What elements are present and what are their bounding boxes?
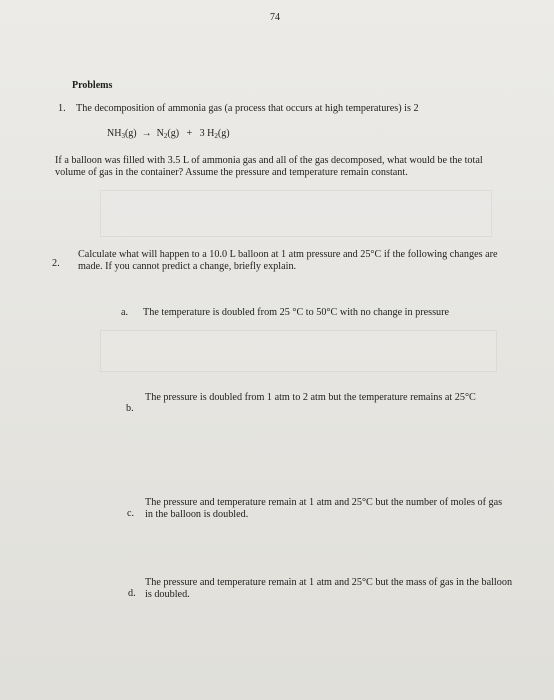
page-number: 74 bbox=[270, 12, 280, 23]
problem-1-intro: The decomposition of ammonia gas (a process that occurs at high temperatures) is 2 bbox=[76, 103, 419, 114]
part-c-text: The pressure and temperature remain at 1 atm and 25°C but the number of moles of gas in the balloon is doubled. bbox=[145, 497, 503, 520]
eq-product1-state: (g) bbox=[167, 128, 180, 139]
section-heading: Problems bbox=[72, 80, 113, 91]
eq-product1-sub: 2 bbox=[163, 132, 168, 140]
part-d-text: The pressure and temperature remain at 1 atm and 25°C but the mass of gas in the balloon is doubled. bbox=[145, 577, 513, 600]
eq-product1: N bbox=[156, 128, 164, 139]
part-b-text: The pressure is doubled from 1 atm to 2 atm but the temperature remains at 25°C bbox=[145, 392, 476, 403]
eq-reactant-state: (g) bbox=[124, 128, 137, 139]
eq-coefficient: 3 bbox=[199, 128, 205, 139]
problem-1-number: 1. bbox=[58, 103, 66, 114]
chemical-equation bbox=[107, 128, 230, 140]
problem-1-question: If a balloon was filled with 3.5 L of ammonia gas and all of the gas decomposed, what would be the total volume of gas in the container? Assume the pressure and temperature remain constant. bbox=[55, 155, 483, 178]
eq-plus: + bbox=[186, 128, 193, 139]
problem-2-intro: Calculate what will happen to a 10.0 L balloon at 1 atm pressure and 25°C if the following changes are made. If you cannot predict a change, briefly explain. bbox=[78, 249, 498, 272]
faint-box bbox=[100, 330, 497, 372]
part-b-label: b. bbox=[126, 403, 134, 414]
eq-product2-sub: 2 bbox=[214, 132, 218, 140]
eq-reactant: NH bbox=[107, 128, 122, 139]
eq-reactant-sub: 3 bbox=[121, 132, 125, 140]
eq-arrow: → bbox=[141, 128, 152, 139]
problem-2-number: 2. bbox=[52, 258, 60, 269]
part-a-label: a. bbox=[121, 307, 129, 318]
eq-product2-state: (g) bbox=[217, 128, 230, 139]
part-d-label: d. bbox=[128, 588, 136, 599]
part-a-text: The temperature is doubled from 25 °C to 50°C with no change in pressure bbox=[143, 307, 450, 318]
faint-box bbox=[100, 190, 492, 237]
eq-product2: H bbox=[207, 128, 215, 139]
part-c-label: c. bbox=[127, 508, 135, 519]
